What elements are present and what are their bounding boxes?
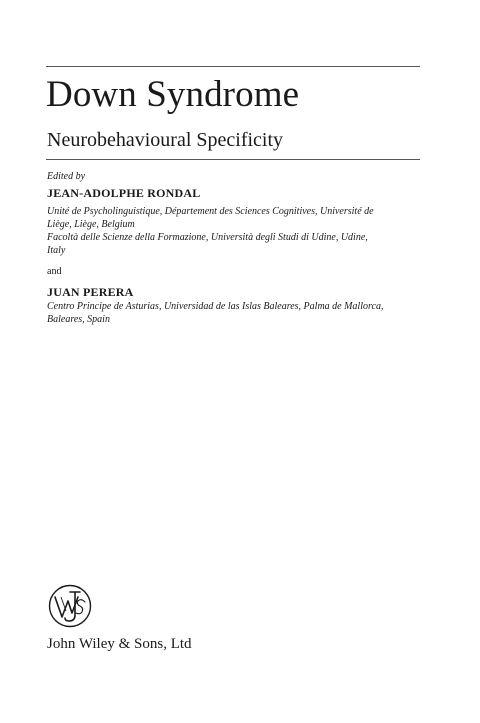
editor-affiliation-line: Italy [47, 245, 66, 256]
editor-affiliation-line: Baleares, Spain [47, 314, 110, 325]
book-title: Down Syndrome [46, 74, 300, 115]
top-rule [46, 66, 420, 67]
publisher-name: John Wiley & Sons, Ltd [47, 636, 192, 652]
editor-name-perera: JUAN PERERA [47, 285, 134, 299]
edited-by-label: Edited by [47, 171, 86, 182]
editor-affiliation-line: Facoltà delle Scienze della Formazione, Università degli Studi di Udine, Udine, [47, 232, 368, 243]
editor-affiliation-line: Liège, Liège, Belgium [47, 219, 135, 230]
wiley-logo-icon [48, 584, 92, 628]
and-conjunction: and [47, 266, 62, 277]
editor-name-rondal: JEAN-ADOLPHE RONDAL [47, 186, 201, 200]
book-subtitle: Neurobehavioural Specificity [47, 129, 284, 151]
subtitle-rule [46, 159, 420, 160]
editor-affiliation-line: Centro Principe de Asturias, Universidad de las Islas Baleares, Palma de Mallorca, [47, 301, 384, 312]
editor-affiliation-line: Unité de Psycholinguistique, Département des Sciences Cognitives, Université de [47, 206, 374, 217]
